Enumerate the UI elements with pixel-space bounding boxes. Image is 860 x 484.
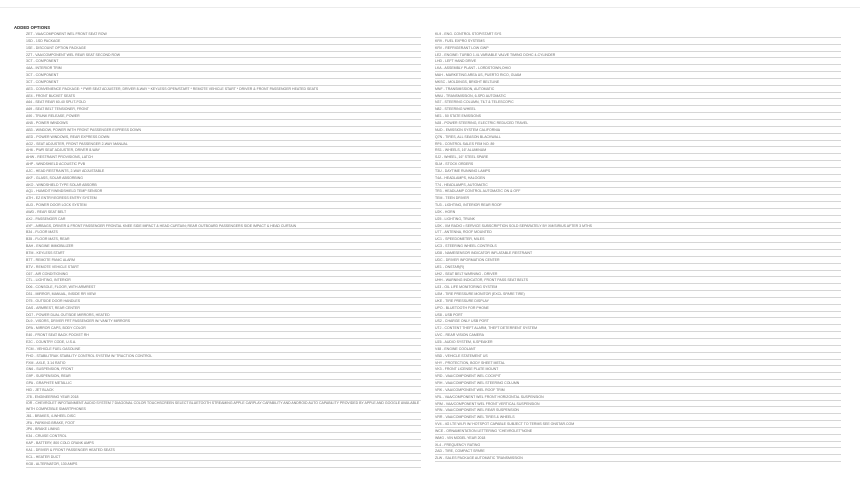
option-item: U77 - ANTENNA, ROOF MOUNTED [435, 229, 841, 236]
option-item: B34 - FLOOR MATS [26, 229, 421, 236]
option-item: 3CT - COMPONENT [26, 58, 421, 65]
option-item: MKSC - MOLDINGS, BRIGHT BELTLINE [435, 79, 841, 86]
option-item: RF6 - CONTROL SALES FEM NO. 89 [435, 141, 841, 148]
option-item: 3CT - COMPONENT [26, 79, 421, 86]
option-item: G9P - SUSPENSION, REAR [26, 373, 421, 380]
right-options-list [435, 31, 841, 462]
option-item: KA1 - DRIVER & FRONT PASSENGER HEATED SEATS [26, 447, 421, 454]
option-item: UVC - REAR VISION CAMERA [435, 332, 841, 339]
option-item: VK3 - FRONT LICENSE PLATE MOUNT [435, 366, 841, 373]
option-item: D06 - CONSOLE, FLOOR, WITH ARMREST [26, 284, 421, 291]
option-item: JFA - PARKING BRAKE, FOOT [26, 420, 421, 427]
option-item: AJC - HEAD RESTRAINTS, 2-WAY ADJUSTABLE [26, 168, 421, 175]
section-title: ADDED OPTIONS [14, 25, 51, 30]
option-item: NUD - EMISSION SYSTEM CALIFORNIA [435, 127, 841, 134]
option-item: VRN - VAA/COMPONENT WEL REAR SUSPENSION [435, 407, 841, 414]
option-item: AH6 - PWR SEAT ADJUSTER, DRIVER 8-WAY [26, 147, 421, 154]
option-item: UJ3 - OIL LIFE MONITORING SYSTEM [435, 284, 841, 291]
option-item: BTT - REMOTE PANIC ALARM [26, 257, 421, 264]
option-item: LKA - ASSEMBLY PLANT - LORDSTOWN,OHIO [435, 65, 841, 72]
option-item: KAP - BATTERY, 800 COLD CRANK AMPS [26, 440, 421, 447]
option-item: 1SE - DISCOUNT OPTION PACKAGE [26, 45, 421, 52]
option-item: US2 - CHARGE ONLY USB PORT [435, 318, 841, 325]
option-item: SLM - STOCK ORDERS [435, 161, 841, 168]
option-item: AED - POWER WINDOWS, REAR EXPRESS DOWN [26, 134, 421, 141]
option-item: KRV - REFRIGERANT LOW GWP [435, 45, 841, 52]
option-item: VRL - VAA/COMPONENT WEL FRONT HORIZONTAL SUSPENSION [435, 394, 841, 401]
option-item: FCM - VEHICLE FUEL GASOLINE [26, 346, 421, 353]
option-item: UPO - BLUETOOTH FOR PHONE [435, 305, 841, 312]
option-item: Q7N - TIRES, ALL SEASON BLACKWALL [435, 134, 841, 141]
option-item: AYF - AIRBAGS, DRIVER & FRONT PASSENGER FRONTAL KNEE SIDE IMPACT & HEAD CURTAIN; REAR OUTBOARD PASSENGERS SIDE IMPACT & HEAD CURTAIN [26, 223, 421, 230]
option-item: AE4 - FRONT BUCKET SEATS [26, 93, 421, 100]
option-item: U2K - XM RADIO • SERVICE SUBSCRIPTION SOLD SEPARATELY BY XM/SIRIUS AFTER 3 MTHS [435, 223, 841, 230]
option-item: DG7 - POWER DUAL OUTSIDE MIRRORS, HEATED [26, 312, 421, 319]
option-item: MNU - TRANSMISSION, 6-SPD AUTOMATIC [435, 93, 841, 100]
option-item: AN5 - POWER WINDOWS [26, 120, 421, 127]
option-item: LHD - LEFT HAND DRIVE [435, 58, 841, 65]
option-item: J61 - BRAKES, 4-WHEEL DISC [26, 413, 421, 420]
option-item: KL9 - ENG. CONTROL STOP/START SYS [435, 31, 841, 38]
option-item: WCE - ORNAMENTATION LETTERING "CHEVROLET"NONE [435, 428, 841, 435]
option-item: UDC - DRIVER INFORMATION CENTER [435, 257, 841, 264]
option-item: ZET - VAA/COMPONENT WEL FRONT SEAT ROW [26, 31, 421, 38]
option-item: RS1 - WHEELS, 16" ALUMINUM [435, 147, 841, 154]
option-item: UH2 - SEAT BELT WARNING - DRIVER [435, 271, 841, 278]
option-item: J78 - ENGINEERING YEAR 2018 [26, 394, 421, 401]
option-item: K34 - CRUISE CONTROL [26, 433, 421, 440]
option-item: ZLW - SALES PACKAGE AUTOMATIC TRANSMISSION [435, 455, 841, 462]
option-item: WMG - VIN MODEL YEAR 2018 [435, 435, 841, 442]
left-options-list [26, 31, 421, 468]
option-item: IOR - CHEVROLET INFOTAINMENT AUDIO SYSTEM 7 DIAGONAL COLOR TOUCHSCREEN SELECT BLUETOOTH STREAMING APPLE CARPLAY CAPABILITY AND ANDROID AUTO CAPABILITY PROVIDED BY APPLE AND GOOGLE AVAILABLE WITH COMPATIBLE SMARTPHONES [26, 401, 421, 413]
option-item: MAH - MARKETING AREA US, PUERTO RICO, GUAM [435, 72, 841, 79]
option-item: D75 - OUTSIDE DOOR HANDLES [26, 298, 421, 305]
option-item: VV4 - 4G LTE WI-FI W/ HOTSPOT CAPABLE SUBJECT TO TERMS SEE ONSTAR.COM [435, 421, 841, 428]
option-item: UHH - WARNING INDICATOR, FRONT PASS SEAT BELTS [435, 277, 841, 284]
option-item: GN6 - SUSPENSION, FRONT [26, 366, 421, 373]
option-item: ATH - EZ ENTRY/EGRESS ENTRY SYSTEM [26, 195, 421, 202]
option-item: KCL - HEATER DUCT [26, 454, 421, 461]
option-item: AXJ - PASSENGER CAR [26, 216, 421, 223]
option-item: LE2 - ENGINE: TURBO 1.4L VARIABLE VALVE TIMING DOHC 4-CYLINDER [435, 52, 841, 59]
option-item: AWD - REAR SEAT BELT [26, 209, 421, 216]
option-item: BTV - REMOTE VEHICLE START [26, 264, 421, 271]
option-item: T3U - DAYTIME RUNNING LAMPS [435, 168, 841, 175]
option-item: HID - JET BLACK [26, 387, 421, 394]
option-item: VBD - VEHICLE STATEMENT US [435, 353, 841, 360]
option-item: UTJ - CONTENT THEFT ALARM, THEFT DETERRENT SYSTEM [435, 325, 841, 332]
option-item: GPA - GRAPHITE METALLIC [26, 380, 421, 387]
option-item: UZ6 - AUDIO SYSTEM, 6-SPEAKER [435, 339, 841, 346]
option-item: VRK - VAA/COMPONENT WEL ROOF TRIM [435, 387, 841, 394]
option-item: TEM - TEEN DRIVER [435, 195, 841, 202]
option-item: UD8 - NAMESENSOR INDICATOR INFLATABLE RESTRAINT [435, 250, 841, 257]
option-item: AKF - GLASS, SOLAR ABSORBING [26, 175, 421, 182]
option-item: VRD - VAA/COMPONENT WEL COCKPIT [435, 373, 841, 380]
option-item: US8 - USB PORT [435, 312, 841, 319]
option-item: FXM - AXLE, 3.14 RATIO [26, 360, 421, 367]
option-item: VRH - VAA/COMPONENT WEL STEERING COLUMN [435, 380, 841, 387]
option-item: A69 - SEAT BELT TENSIONER, FRONT [26, 106, 421, 113]
option-item: DAS - ARMREST, REAR CENTER [26, 305, 421, 312]
option-item: U25 - LIGHTING, TRUNK [435, 216, 841, 223]
option-item: VHY - PROTECTION, BODY SHEET METAL [435, 360, 841, 367]
option-item: KG8 - ALTERNATOR, 130 AMPS [26, 461, 421, 468]
option-item: 1SD - 1SD PACKAGE [26, 38, 421, 45]
option-item: AHW - RESTRAINT PROVISIONS, LATCH [26, 154, 421, 161]
option-item: BAH - ENGINE IMMOBILIZER [26, 243, 421, 250]
option-item: UJM - TIRE PRESSURE MONITOR (EXCL SPARE TIRE) [435, 291, 841, 298]
option-item: TR3 - HEADLAMP CONTROL AUTOMATIC ON & OFF [435, 188, 841, 195]
option-item: T74 - HEADLAMPS, AUTOMATIC [435, 182, 841, 189]
option-item: DL9 - VISORS, DRIVER FRT PASSENGER W/ VANITY MIRRORS [26, 318, 421, 325]
option-item: FHO - STABILITRAK STABILITY CONTROL SYSTEM W/ TRACTION CONTROL [26, 353, 421, 360]
option-item: XL4 - FREQUENCY RATING [435, 442, 841, 449]
option-item: JP6 - BRAKE LINING [26, 426, 421, 433]
option-item: E2C - COUNTRY CODE, U.S.A. [26, 339, 421, 346]
option-item: 3CT - COMPONENT [26, 72, 421, 79]
option-item: 2ZT - VAA/COMPONENT WEL REAR SEAT SECOND ROW [26, 52, 421, 59]
option-item: V48 - ENGINE COOLANT [435, 346, 841, 353]
option-item: NE1 - 50 STATE EMISSIONS [435, 113, 841, 120]
option-item: CTL - LIGHTING, INTERIOR [26, 277, 421, 284]
option-item: N37 - STEERING COLUMN, TILT & TELESCOPIC [435, 99, 841, 106]
option-item: TU3 - LIGHTING, INTERIOR REAR ROOF [435, 202, 841, 209]
option-item: AU3 - POWER DOOR LOCK SYSTEM [26, 202, 421, 209]
option-item: U2K - HORN [435, 209, 841, 216]
option-item: AB3 - WINDOW, POWER WITH FRONT PASSENGER EXPRESS DOWN [26, 127, 421, 134]
option-item: AG2 - SEAT ADJUSTER, FRONT PASSENGER 2-WAY MANUAL [26, 141, 421, 148]
option-item: SJ2 - WHEEL, 16" STEEL SPARE [435, 154, 841, 161]
option-item: UC1 - SPEEDOMETER, MILES [435, 236, 841, 243]
option-item: MNF - TRANSMISSION, AUTOMATIC [435, 86, 841, 93]
option-item: NJ8 - POWER STEERING, ELECTRIC REDUCED TRAVEL [435, 120, 841, 127]
option-item: VRR - VAA/COMPONENT WEL TIRES & WHEELS [435, 414, 841, 421]
option-item: VRM - VAA/COMPONENT WEL FRONT VERTICAL SUSPENSION [435, 401, 841, 408]
option-item: BTM - KEYLESS START [26, 250, 421, 257]
option-item: A64 - SEAT REAR 60-40 SPLIT-FOLD [26, 99, 421, 106]
option-item: KR9 - FUEL EXPRO SYSTEMS [435, 38, 841, 45]
option-item: A90 - TRUNK RELEASE, POWER [26, 113, 421, 120]
option-item: AKO - WINDSHIELD TYPE SOLAR ABSORB [26, 182, 421, 189]
option-item: UE1 - ONSTAR(R) [435, 264, 841, 271]
option-item: AQ1 - HUMIDITY/WINDSHIELD TEMP SENSOR [26, 188, 421, 195]
option-item: N82 - STEERING WHEEL [435, 106, 841, 113]
option-item: E40 - FRONT SEAT BACK POCKET RH [26, 332, 421, 339]
option-item: ZAD - TIRE, COMPACT SPARE [435, 448, 841, 455]
option-item: 4AA - INTERIOR TRIM [26, 65, 421, 72]
option-item: UC3 - STEERING WHEEL CONTROLS [435, 243, 841, 250]
option-item: UKE - TIRE PRESSURE DISPLAY [435, 298, 841, 305]
option-item: DPA - MIRROR CAPS, BODY COLOR [26, 325, 421, 332]
option-item: AHP - WINDSHIELD ACOUSTIC PVB [26, 161, 421, 168]
option-item: T4A - HEADLAMPS, HALOGEN [435, 175, 841, 182]
option-item: B35 - FLOOR MATS, REAR [26, 236, 421, 243]
top-divider [0, 7, 860, 8]
option-item: C67 - AIR CONDITIONING [26, 271, 421, 278]
option-item: D31 - MIRROR, MANUAL, INSIDE RR VIEW [26, 291, 421, 298]
option-item: AE3 - CONVENIENCE PACKAGE: * PWR SEAT ADJUSTER, DRIVER 8-WAY * KEYLESS OPEN/START * REMOTE VEHICLE START * DRIVER & FRONT PASSENGER HEATED SEATS [26, 86, 421, 93]
